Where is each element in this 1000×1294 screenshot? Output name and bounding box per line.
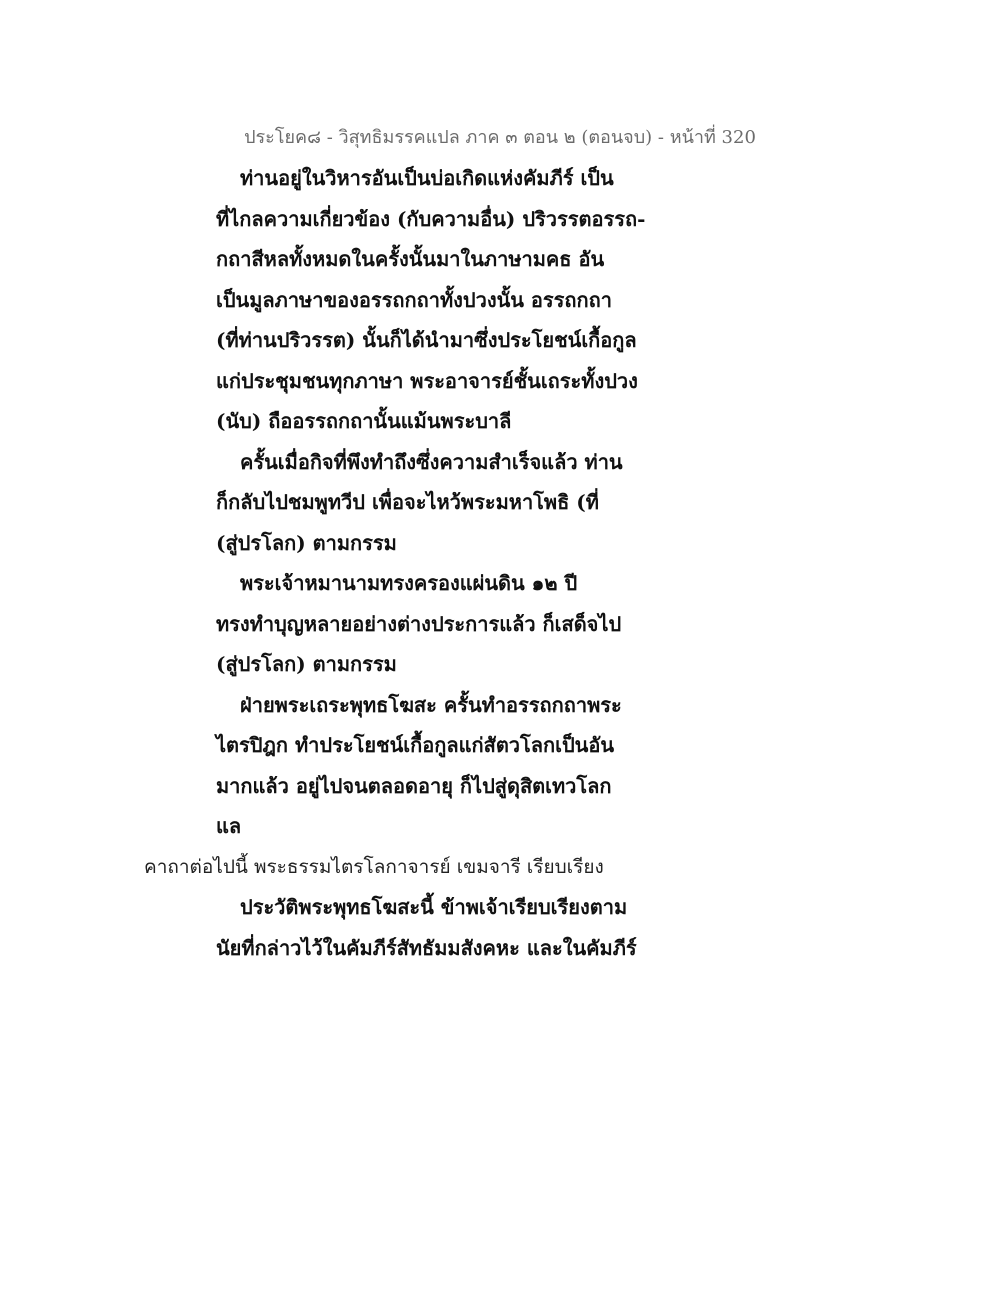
body-text: [144, 158, 646, 968]
text-line: ทรงทำบุญหลายอย่างต่างประการแล้ว ก็เสด็จไป: [216, 611, 622, 636]
text-line: ที่ไกลความเกี่ยวข้อง (กับความอื่น) ปริวรรตอรรถ-: [216, 206, 646, 231]
text-line: ฝ่ายพระเถระพุทธโฆสะ ครั้นทำอรรถกถาพระ: [240, 692, 622, 717]
text-line: ท่านอยู่ในวิหารอันเป็นบ่อเกิดแห่งคัมภีร์ เป็น: [240, 166, 614, 190]
text-line: เป็นมูลภาษาของอรรถกถาทั้งปวงนั้น อรรถกถา: [216, 287, 612, 312]
text-line: (ที่ท่านปริวรรต) นั้นก็ได้นำมาซึ่งประโยชน์เกื้อกูล: [216, 328, 637, 352]
text-line: ก็กลับไปชมพูทวีป เพื่อจะไหว้พระมหาโพธิ (ที่: [216, 490, 599, 514]
text-line: มากแล้ว อยู่ไปจนตลอดอายุ ก็ไปสู่ดุสิตเทวโลก: [216, 773, 612, 798]
text-line: พระเจ้าหมานามทรงครองแผ่นดิน ๑๒ ปี: [240, 571, 578, 595]
text-line: แก่ประชุมชนทุกภาษา พระอาจารย์ชั้นเถระทั้งปวง: [216, 368, 638, 393]
text-line: กถาสีหลทั้งหมดในครั้งนั้นมาในภาษามคธ อัน: [216, 247, 605, 271]
text-line: ไตรปิฎก ทำประโยชน์เกื้อกูลแก่สัตวโลกเป็นอัน: [216, 733, 615, 757]
text-line: นัยที่กล่าวไว้ในคัมภีร์สัทธัมมสังคหะ และในคัมภีร์: [216, 935, 637, 960]
text-line: (นับ) ถืออรรถกถานั้นแม้นพระบาลี: [216, 409, 512, 433]
text-line: ครั้นเมื่อกิจที่พึงทำถึงซึ่งความสำเร็จแล้ว ท่าน: [240, 449, 623, 474]
text-line: แล: [216, 814, 242, 838]
note-line: คาถาต่อไปนี้ พระธรรมไตรโลกาจารย์ เขมจารี เรียบเรียง: [144, 855, 604, 878]
text-line: (สู่ปรโลก) ตามกรรม: [216, 652, 397, 676]
text-line: (สู่ปรโลก) ตามกรรม: [216, 530, 397, 555]
text-line: ประวัติพระพุทธโฆสะนี้ ข้าพเจ้าเรียบเรียงตาม: [240, 895, 628, 919]
page-header: ประโยค๘ - วิสุทธิมรรคแปล ภาค ๓ ตอน ๒ (ตอนจบ) - หน้าที่ 320: [244, 127, 756, 148]
